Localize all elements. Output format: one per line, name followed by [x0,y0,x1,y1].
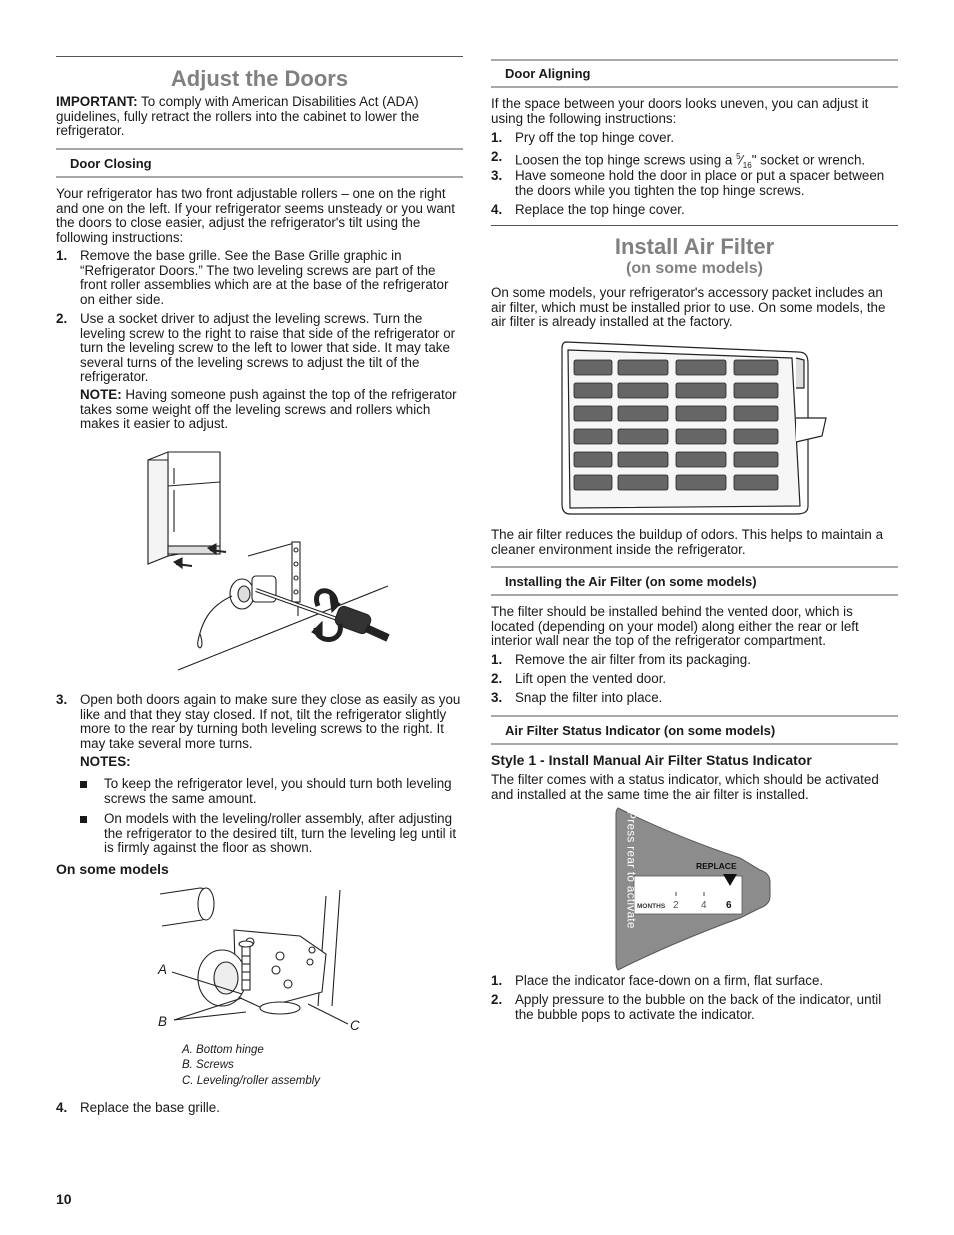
door-closing-bottom-rule [56,176,463,178]
step-number: 1. [56,248,68,263]
filter-vent-slot [734,475,778,490]
status-intro: The filter comes with a status indicator, which should be activated and installed at the same time the air filter is installed. [491,772,879,802]
adjust-doors-title: Adjust the Doors [170,66,349,91]
door-closing-top-rule [56,148,463,150]
notes-bullet-1 [80,777,463,809]
important-label: IMPORTANT: [56,94,138,109]
notes-label: NOTES: [80,754,131,769]
step-text-before: Loosen the top hinge screws using a [515,152,737,168]
step-number: 2. [491,671,503,686]
filter-vent-slot [618,452,668,467]
note-text: Having someone push against the top of the refrigerator takes some weight off the leveling screws and rollers which makes it easier to adjust. [80,387,457,432]
door-closing-step-1 [56,249,463,309]
door-aligning-heading: Door Aligning [505,66,591,81]
style1-heading: Style 1 - Install Manual Air Filter Status Indicator [491,752,812,768]
filter-vent-slot [676,452,726,467]
indicator-tick-4: 4 [701,900,707,911]
step-text: Pry off the top hinge cover. [515,130,675,145]
top-rule-left [56,56,463,57]
filter-vent-slot [618,360,668,375]
step-number: 2. [491,149,503,164]
step-text: Place the indicator face-down on a firm, flat surface. [515,973,824,988]
filter-vent-slot [618,383,668,398]
on-some-models-heading: On some models [56,861,169,877]
indicator-shape [614,806,776,972]
step-number: 1. [491,130,503,145]
filter-vent-slot [734,383,778,398]
step-text: Remove the air filter from its packaging. [515,652,751,667]
step-number: 1. [491,973,503,988]
filter-vent-slot [574,406,612,421]
filter-vent-slot [734,406,778,421]
installing-bottom-rule [491,594,898,596]
caption-b: B. Screws [182,1059,234,1071]
page-number: 10 [56,1191,72,1207]
status-heading: Air Filter Status Indicator (on some models) [505,723,776,738]
filter-vent-slot [676,429,726,444]
filter-vent-slot [618,475,668,490]
step-text: Use a socket driver to adjust the leveling screws. Turn the leveling screw to the right to raise that side of the refrigerator or turn the leveling screw to the left to lower that side. It may take several turns of the leveling screws to adjust the tilt of the refrigerator. [80,311,456,385]
fraction-numerator: 5 [736,152,741,161]
door-aligning-intro: If the space between your doors looks uneven, you can adjust it using the following instructions: [491,96,869,126]
filter-vent-slot [574,360,612,375]
filter-vent-slot [676,406,726,421]
caption-c: C. Leveling/roller assembly [182,1075,321,1087]
step-number: 1. [491,652,503,667]
door-aligning-bottom-rule [491,86,898,88]
indicator-side-text: Press rear to activate [624,811,637,929]
leveling-screw-illustration [140,446,390,676]
indicator-replace-label: REPLACE [696,861,737,871]
step-text: Have someone hold the door in place or put a spacer between the doors while you tighten the top hinge screws. [515,168,885,198]
filter-vent-slot [618,406,668,421]
step-text: Apply pressure to the bubble on the back of the indicator, until the bubble pops to activate the indicator. [515,992,882,1022]
install-air-filter-title: Install Air Filter [614,234,775,259]
indicator-tick-2: 2 [673,900,679,911]
important-text: To comply with American Disabilities Act (ADA) guidelines, fully retract the rollers into the cabinet to lower the refrigerator. [56,94,420,139]
status-bottom-rule [491,743,898,745]
bullet-square [80,816,87,823]
note-label: NOTE: [80,387,122,402]
installing-step-2 [491,672,898,688]
indicator-months-label: MONTHS [637,903,666,910]
important-paragraph [56,95,463,139]
filter-vent-slot [574,475,612,490]
status-indicator-illustration [614,806,776,972]
filter-vent-slot [734,452,778,467]
step-text: Open both doors again to make sure they close as easily as you like and that they stay closed. If not, tilt the refrigerator slightly more to the rear by turning both leveling screws to the right. It may take several more turns. [80,692,461,751]
door-closing-heading: Door Closing [70,156,152,171]
filter-vent-slot [676,360,726,375]
air-filter-top-rule [491,225,898,226]
filter-vent-slot [734,429,778,444]
bottom-hinge-illustration [150,886,380,1036]
indicator-tick-6: 6 [726,900,732,911]
step-number: 3. [491,168,503,183]
air-filter-intro: On some models, your refrigerator's accessory packet includes an air filter, which must be installed prior to use. On some models, the air filter is already installed at the factory. [491,285,886,330]
caption-a: A. Bottom hinge [182,1044,264,1056]
status-step-2 [491,993,898,1025]
filter-vent-slot [574,429,612,444]
installing-step-3 [491,691,898,707]
door-closing-step-4 [56,1101,463,1117]
door-closing-step-2 [56,312,463,387]
door-aligning-step-3 [491,169,898,201]
status-top-rule [491,715,898,717]
step-number: 3. [56,692,68,707]
note-paragraph [80,388,463,432]
step-text: Replace the base grille. [80,1100,220,1115]
installing-top-rule [491,566,898,568]
door-aligning-step-1 [491,131,898,147]
bullet-text: On models with the leveling/roller assembly, after adjusting the refrigerator to the desired tilt, turn the leveling leg until it is firmly against the floor as shown. [104,811,457,856]
step-text-after: " socket or wrench. [751,152,866,168]
step-text: Replace the top hinge cover. [515,202,685,217]
figure-label-b: B [158,1014,167,1029]
step-text: Snap the filter into place. [515,690,663,705]
step-text: Lift open the vented door. [515,671,667,686]
filter-vent-slot [676,383,726,398]
install-air-filter-subtitle: (on some models) [626,260,763,277]
step-number: 4. [56,1100,68,1115]
step-number: 3. [491,690,503,705]
filter-vent-slot [676,475,726,490]
installing-heading: Installing the Air Filter (on some models) [505,574,757,589]
step-text: Loosen the top hinge screws using a $^5⁄_{16}$" socket or wrench. [515,152,866,171]
notes-bullet-2 [80,812,463,858]
air-filter-illustration [560,338,832,520]
air-filter-after-image: The air filter reduces the buildup of odors. This helps to maintain a cleaner environment inside the refrigerator. [491,527,884,557]
installing-step-1 [491,653,898,669]
step-number: 2. [56,311,68,326]
installing-intro: The filter should be installed behind the vented door, which is located (depending on your model) along either the rear or left interior wall near the top of the refrigerator compartment. [491,604,859,649]
filter-vent-slot [734,360,778,375]
figure-label-c: C [350,1018,360,1033]
step-number: 2. [491,992,503,1007]
step-text: Remove the base grille. See the Base Grille graphic in “Refrigerator Doors.” The two leveling screws are part of the front roller assemblies which are at the base of the refrigerator on either side. [80,248,449,307]
door-aligning-step-2 [491,149,898,171]
bullet-text: To keep the refrigerator level, you should turn both leveling screws the same amount. [104,776,452,806]
door-closing-intro: Your refrigerator has two front adjustable rollers – one on the right and one on the left. If your refrigerator seems unsteady or you want the doors to close easier, adjust the refrigerator's tilt using the following instructions: [56,186,455,245]
door-aligning-top-rule [491,59,898,61]
filter-vent-slot [574,452,612,467]
status-step-1 [491,974,898,990]
filter-vent-slot [574,383,612,398]
filter-vent-slot [618,429,668,444]
step-number: 4. [491,202,503,217]
fraction-denominator: 16 [742,161,752,171]
figure-label-a: A [158,962,167,977]
door-closing-step-3 [56,693,463,753]
door-aligning-step-4 [491,203,898,219]
bullet-square [80,781,87,788]
